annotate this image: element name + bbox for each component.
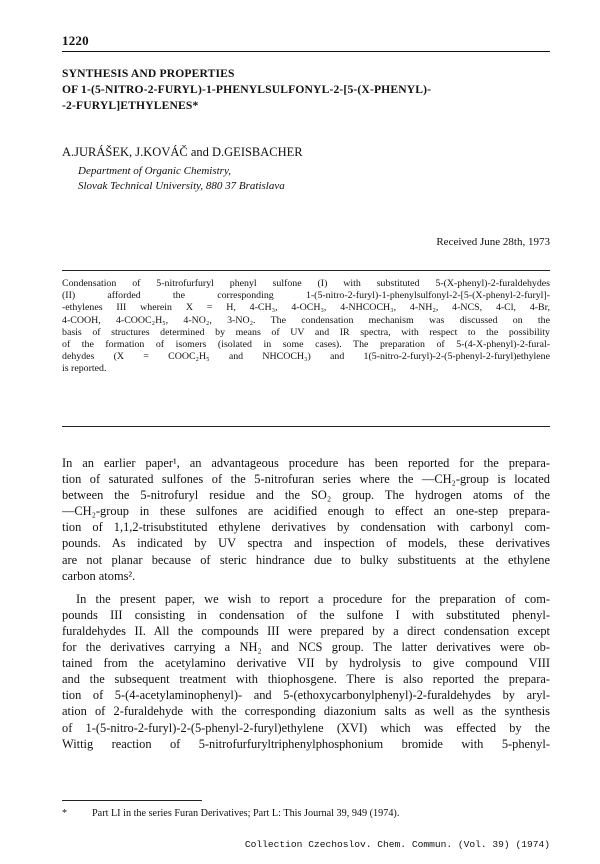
abstract-line: Condensation of 5-nitrofurfuryl phenyl sulfone (I) with substituted 5-(X-phenyl)-2-furaldehydes <box>62 278 550 289</box>
body-line: tained from the acetylamino derivative VII by hydrolysis to give compound VIII <box>62 656 550 671</box>
footnote <box>62 808 399 819</box>
footnote-text: Part LI in the series Furan Derivatives; Part L: This Journal 39, 949 (1974). <box>92 808 400 819</box>
abstract-top-rule <box>62 270 550 271</box>
body-line: In an earlier paper¹, an advantageous procedure has been reported for the prepara- <box>62 456 550 470</box>
page-number: 1220 <box>62 33 89 48</box>
body-line: are not planar because of steric hindrance due to bulky substituents at the ethylene <box>62 552 550 567</box>
body-line: for the derivatives carrying a NH₂ and NCS group. The latter derivatives were ob- <box>62 640 550 655</box>
affiliation-line: Slovak Technical University, 880 37 Bratislava <box>78 180 285 192</box>
body-line: tion of saturated sulfones of the 5-nitrofuran series where the —CH₂-group is located <box>62 472 550 487</box>
authors: A.JURÁŠEK, J.KOVÁČ and D.GEISBACHER <box>62 145 303 159</box>
body-line: between the 5-nitrofuryl residue and the SO₂ group. The hydrogen atoms of the <box>62 488 550 503</box>
abstract-line: of the formation of isomers (isolated in some cases). The preparation of 5-(4-X-phenyl)-2-fural- <box>62 339 550 351</box>
journal-footer: Collection Czechoslov. Chem. Commun. (Vol. 39) (1974) <box>244 839 550 850</box>
abstract <box>62 278 550 376</box>
abstract-line: 4-COOH, 4-COOC₂H₅, 4-NO₂, 3-NO₂. The condensation mechanism was discussed on the <box>62 314 550 326</box>
abstract-line: is reported. <box>62 363 107 375</box>
title-line: OF 1-(5-NITRO-2-FURYL)-1-PHENYLSULFONYL-2-[5-(X-PHENYL)- <box>62 83 432 96</box>
footnote-mark: * <box>62 808 68 819</box>
body-line: and the subsequent treatment with thiophosgene. There is also reported the prepara- <box>62 672 550 687</box>
body-text <box>62 455 550 752</box>
received-date: Received June 28th, 1973 <box>436 236 550 248</box>
body-line: tion of 1,1,2-trisubstituted ethylene derivatives by condensation with carbonyl com- <box>62 520 550 535</box>
body-line: tion of 5-(4-acetylaminophenyl)- and 5-(ethoxycarbonylphenyl)-2-furaldehydes by aryl- <box>62 688 550 703</box>
article-title <box>62 66 552 114</box>
body-line: Wittig reaction of 5-nitrofurfuryltriphenylphosphonium bromide with 5-phenyl- <box>62 736 550 751</box>
title-line: -2-FURYL]ETHYLENES* <box>62 99 199 112</box>
body-line: furaldehydes II. All the compounds III were prepared by a direct condensation except <box>62 623 550 638</box>
body-line: carbon atoms². <box>62 568 136 583</box>
title-line: SYNTHESIS AND PROPERTIES <box>62 67 235 80</box>
abstract-line: (II) afforded the corresponding 1-(5-nitro-2-furyl)-1-phenylsulfonyl-2-[5-(X-phenyl-2-furyl]- <box>62 290 550 302</box>
body-line: In the present paper, we wish to report a procedure for the preparation of com- <box>76 591 550 606</box>
abstract-line: -ethylenes III wherein X = H, 4-CH₃, 4-OCH₃, 4-NHCOCH₃, 4-NH₂, 4-NCS, 4-Cl, 4-Br, <box>62 302 550 314</box>
body-line: —CH₂-group in these sulfones are acidified enough to effect an one-step prepara- <box>62 504 550 519</box>
footnote-rule <box>62 800 202 801</box>
body-line: ation of 2-furaldehyde with the corresponding diazonium salts as well as the synthesis <box>62 704 550 719</box>
header-rule <box>62 51 550 52</box>
body-line: pounds. As indicated by UV spectra and inspection of models, these derivatives <box>62 536 550 551</box>
body-line: pounds III consisting in condensation of the sulfone I with substituted phenyl- <box>62 607 550 622</box>
body-line: of 1-(5-nitro-2-furyl)-2-(5-phenyl-2-furyl)ethylene (XVI) which was effected by the <box>62 720 550 735</box>
affiliation-line: Department of Organic Chemistry, <box>78 165 231 177</box>
abstract-bottom-rule <box>62 426 550 427</box>
abstract-line: basis of structures determined by means of UV and IR spectra, with respect to the possibility <box>62 326 550 338</box>
affiliation <box>78 164 285 194</box>
abstract-line: dehydes (X = COOC₂H₅ and NHCOCH₃) and 1(5-nitro-2-furyl)-2-(5-phenyl-2-furyl)ethylene <box>62 351 550 363</box>
